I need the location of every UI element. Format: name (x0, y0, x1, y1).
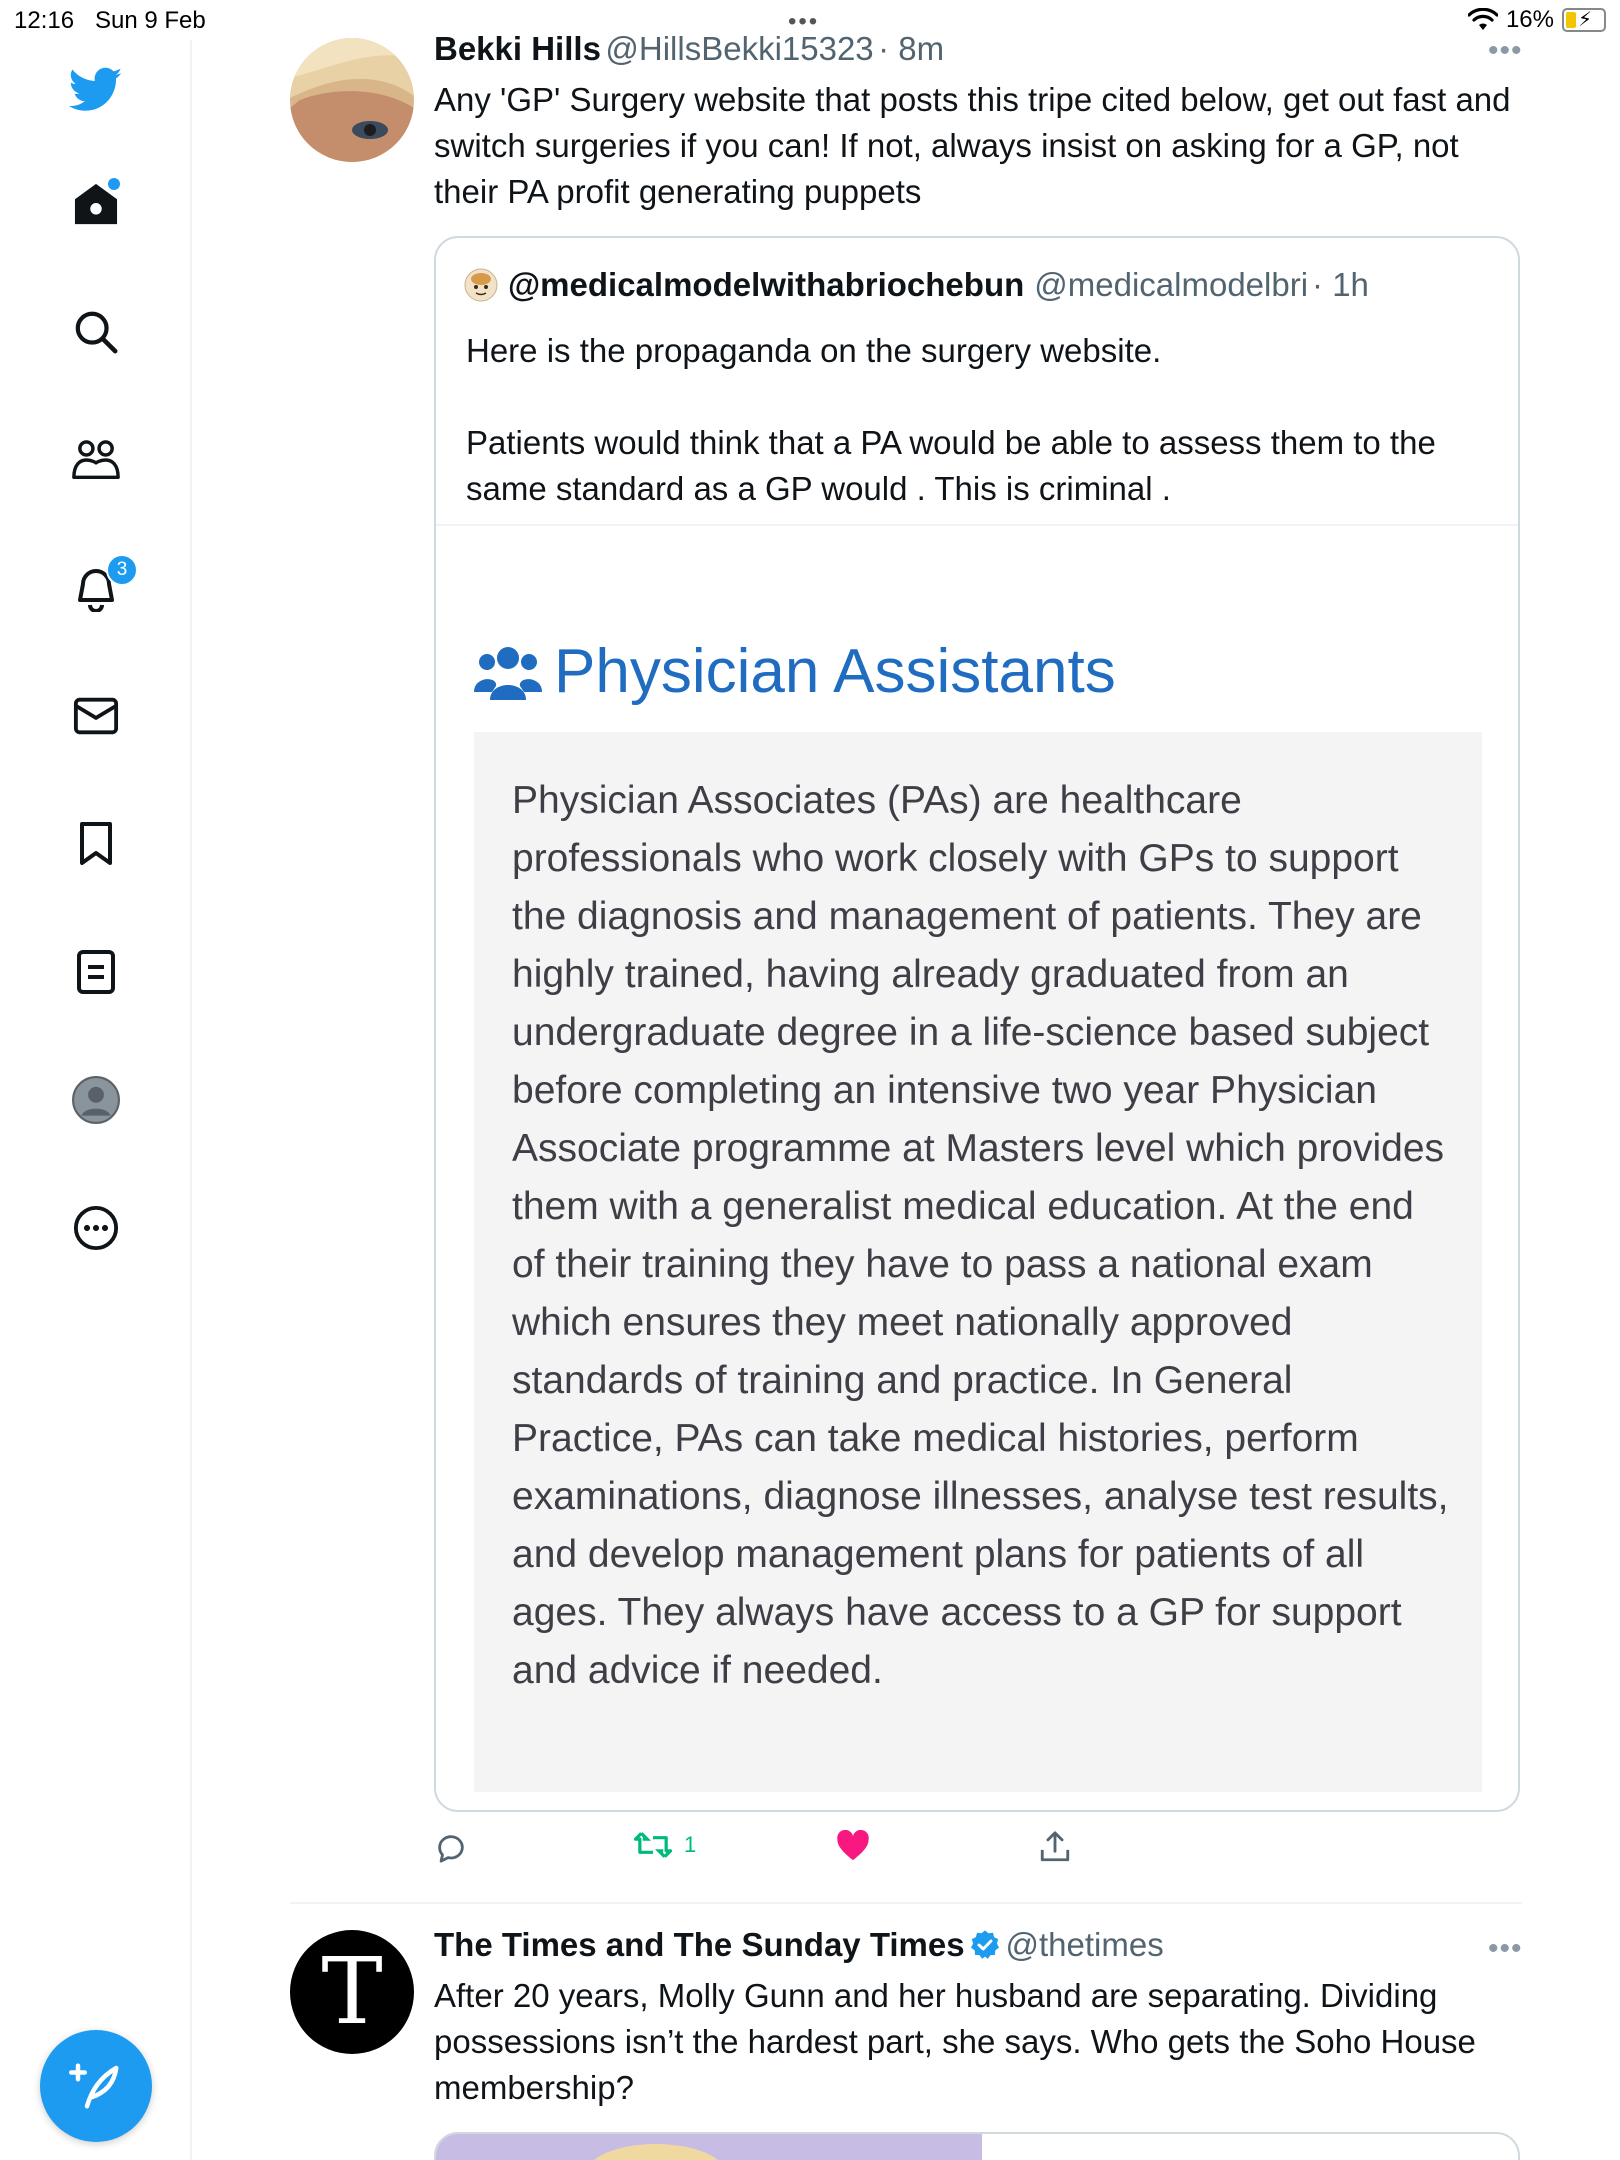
avatar[interactable] (290, 38, 414, 162)
twitter-logo-icon[interactable] (66, 60, 126, 120)
share-icon (1038, 1830, 1072, 1864)
users-group-icon (474, 642, 542, 702)
communities-icon[interactable] (66, 430, 126, 490)
quoted-tweet[interactable] (434, 236, 1520, 1812)
retweet-count: 1 (684, 1832, 697, 1857)
pa-title: Physician Assistants (554, 637, 1116, 706)
tweet-text: Any 'GP' Surgery website that posts this tripe cited below, get out fast and switch surgeries if you can! If not, always insist on asking for a GP, not their PA profit generating puppets (434, 81, 1511, 210)
quoted-author-handle: @medicalmodelbri (1034, 266, 1309, 303)
tweet2-more-icon[interactable]: ••• (1488, 1932, 1523, 1965)
lists-icon[interactable] (66, 942, 126, 1002)
quoted-tweet-header (464, 266, 1369, 304)
quoted-text-line1: Here is the propaganda on the surgery website. (466, 332, 1162, 369)
battery-percent: 16% (1505, 6, 1554, 33)
compose-button[interactable] (40, 2030, 152, 2142)
tweet-actions (434, 1830, 1520, 1870)
tweet2-text: After 20 years, Molly Gunn and her husband are separating. Dividing possessions isn’t the hardest part, she says. Who gets the Soho House membership? (434, 1977, 1476, 2106)
quoted-text-line2: Patients would think that a PA would be able to assess them to the same standard as a GP would . This is criminal . (466, 424, 1436, 507)
home-unread-dot (108, 178, 120, 190)
tweet-header (434, 30, 1520, 68)
tweet2-author-name[interactable]: The Times and The Sunday Times (434, 1926, 965, 1963)
times-avatar-letter: T (321, 1938, 383, 2045)
tweet-more-icon[interactable]: ••• (1488, 34, 1523, 67)
notifications-icon[interactable] (66, 558, 126, 618)
tweet2-media-preview[interactable] (434, 2132, 1520, 2160)
quoted-avatar (464, 268, 498, 302)
tweet2-media-image (436, 2134, 1520, 2160)
multitasking-dots-icon[interactable]: ••• (788, 8, 820, 35)
pa-description-box (474, 732, 1482, 1792)
reply-icon (434, 1830, 468, 1864)
notifications-badge: 3 (106, 554, 138, 586)
wifi-icon (1468, 8, 1498, 32)
author-handle[interactable]: @HillsBekki15323 (605, 30, 874, 67)
tweet2-header (434, 1926, 1520, 1964)
quoted-media-image[interactable] (436, 524, 1520, 1812)
quoted-author-name: @medicalmodelwithabriochebun (508, 266, 1025, 303)
sidebar (0, 40, 192, 2160)
reply-button[interactable] (434, 1830, 480, 1864)
heart-icon (836, 1830, 870, 1862)
pa-description: Physician Associates (PAs) are healthcare professionals who work closely with GPs to support the diagnosis and management of patients. They are highly trained, having already graduated from an undergraduate degree in a life-science based subject before completing an intensive two year Physician Associate programme at Masters level which provides them with a generalist medical education. At the end of their training they have to pass a national exam which ensures they meet nationally approved standards of training and practice. In General Practice, PAs can take medical histories, perform examinations, diagnose illnesses, analyse test results, and develop management plans for patients of all ages. They always have access to a GP for support and advice if needed. (512, 779, 1449, 1692)
quoted-tweet-time: · 1h (1312, 266, 1369, 303)
like-button[interactable] (836, 1830, 882, 1862)
profile-icon[interactable] (66, 1070, 126, 1130)
retweet-button[interactable] (634, 1830, 696, 1860)
bookmarks-icon[interactable] (66, 814, 126, 874)
share-button[interactable] (1038, 1830, 1072, 1864)
status-time: 12:16 (14, 7, 75, 34)
quoted-tweet-text (466, 328, 1496, 512)
messages-icon[interactable] (66, 686, 126, 746)
tweet-time[interactable]: · 8m (878, 30, 945, 67)
compose-icon (69, 2059, 123, 2113)
author-name[interactable]: Bekki Hills (434, 30, 601, 67)
verified-badge-icon (969, 1929, 1001, 1961)
retweet-icon (634, 1830, 672, 1860)
search-icon[interactable] (66, 302, 126, 362)
battery-icon: ⚡ (1562, 8, 1606, 32)
tweet-divider (290, 1902, 1522, 1904)
more-icon[interactable] (66, 1198, 126, 1258)
times-avatar[interactable] (290, 1930, 414, 2054)
status-date: Sun 9 Feb (95, 7, 206, 34)
pa-heading (474, 636, 1116, 707)
home-icon[interactable] (66, 174, 126, 234)
tweet2-author-handle[interactable]: @thetimes (1005, 1926, 1164, 1963)
